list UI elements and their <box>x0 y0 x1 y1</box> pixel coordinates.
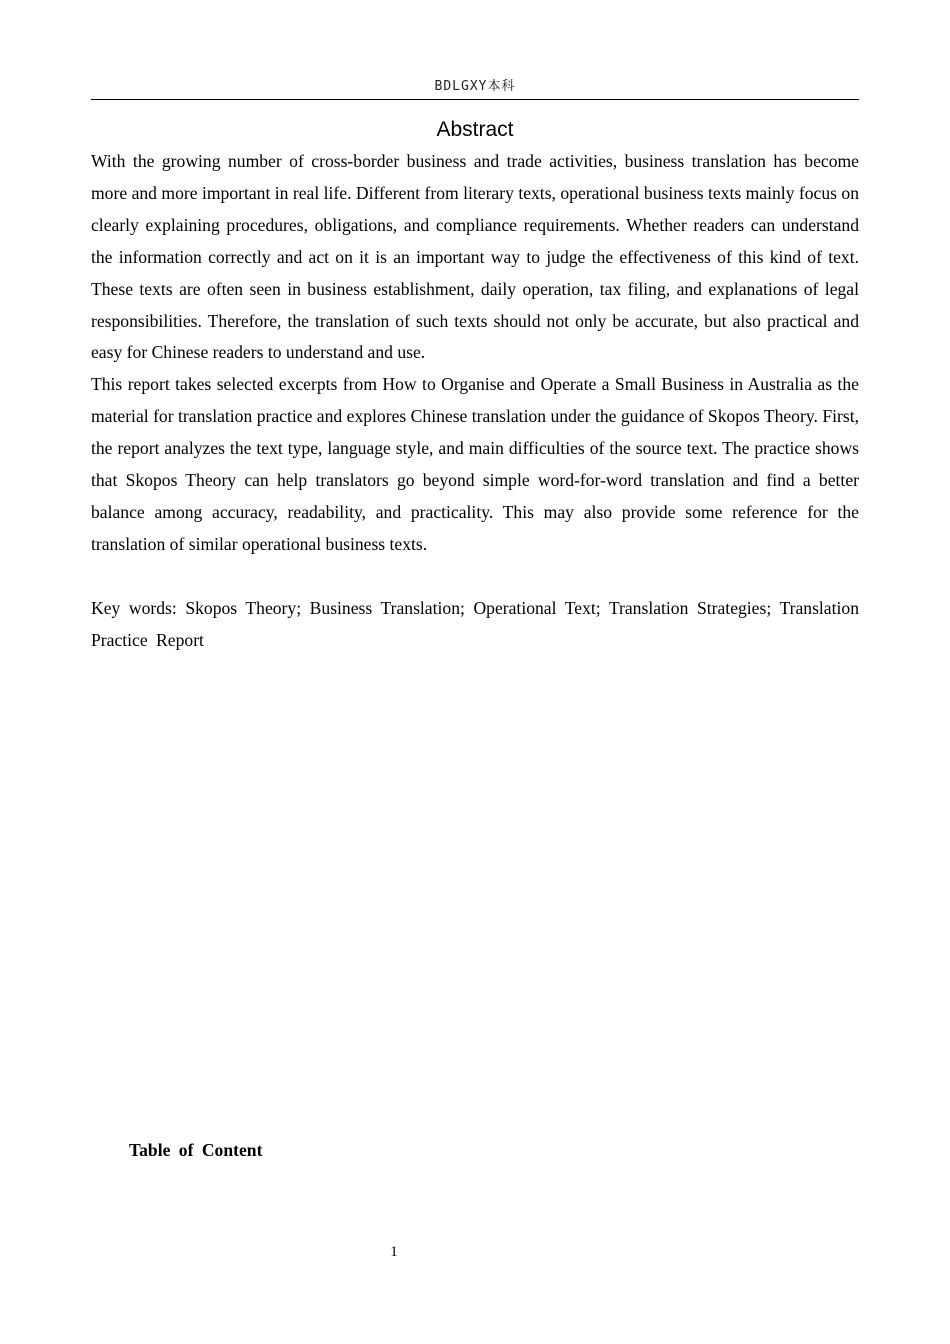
toc-title: Table of Content <box>129 1140 263 1160</box>
abstract-paragraph: With the growing number of cross-border business and trade activities, business translation has become more and more important in real life. Different from literary texts, operational business texts mainly focus on clearly explaining procedures, obligations, and compliance requirements. Whether readers can understand the information correctly and act on it is an important way to judge the effectiveness of this kind of text. These texts are often seen in business establishment, daily operation, tax filing, and explanations of legal responsibilities. Therefore, the translation of such texts should not only be accurate, but also practical and easy for Chinese readers to understand and use. <box>91 151 859 363</box>
abstract-body <box>91 146 859 561</box>
abstract-paragraph: This report takes selected excerpts from How to Organise and Operate a Small Business in Australia as the material for translation practice and explores Chinese translation under the guidance of Skopos Theory. First, the report analyzes the text type, language style, and main difficulties of the source text. The practice shows that Skopos Theory can help translators go beyond simple word-for-word translation and find a better balance among accuracy, readability, and practicality. This may also provide some reference for the translation of similar operational business texts. <box>91 374 859 554</box>
keywords: Key words: Skopos Theory; Business Translation; Operational Text; Translation Strategies; Translation Practice Report <box>91 598 859 650</box>
page-header: BDLGXY本科 <box>434 79 516 94</box>
header-rule <box>91 99 859 100</box>
abstract-title: Abstract <box>436 118 514 141</box>
page-number: 1 <box>390 1244 398 1260</box>
